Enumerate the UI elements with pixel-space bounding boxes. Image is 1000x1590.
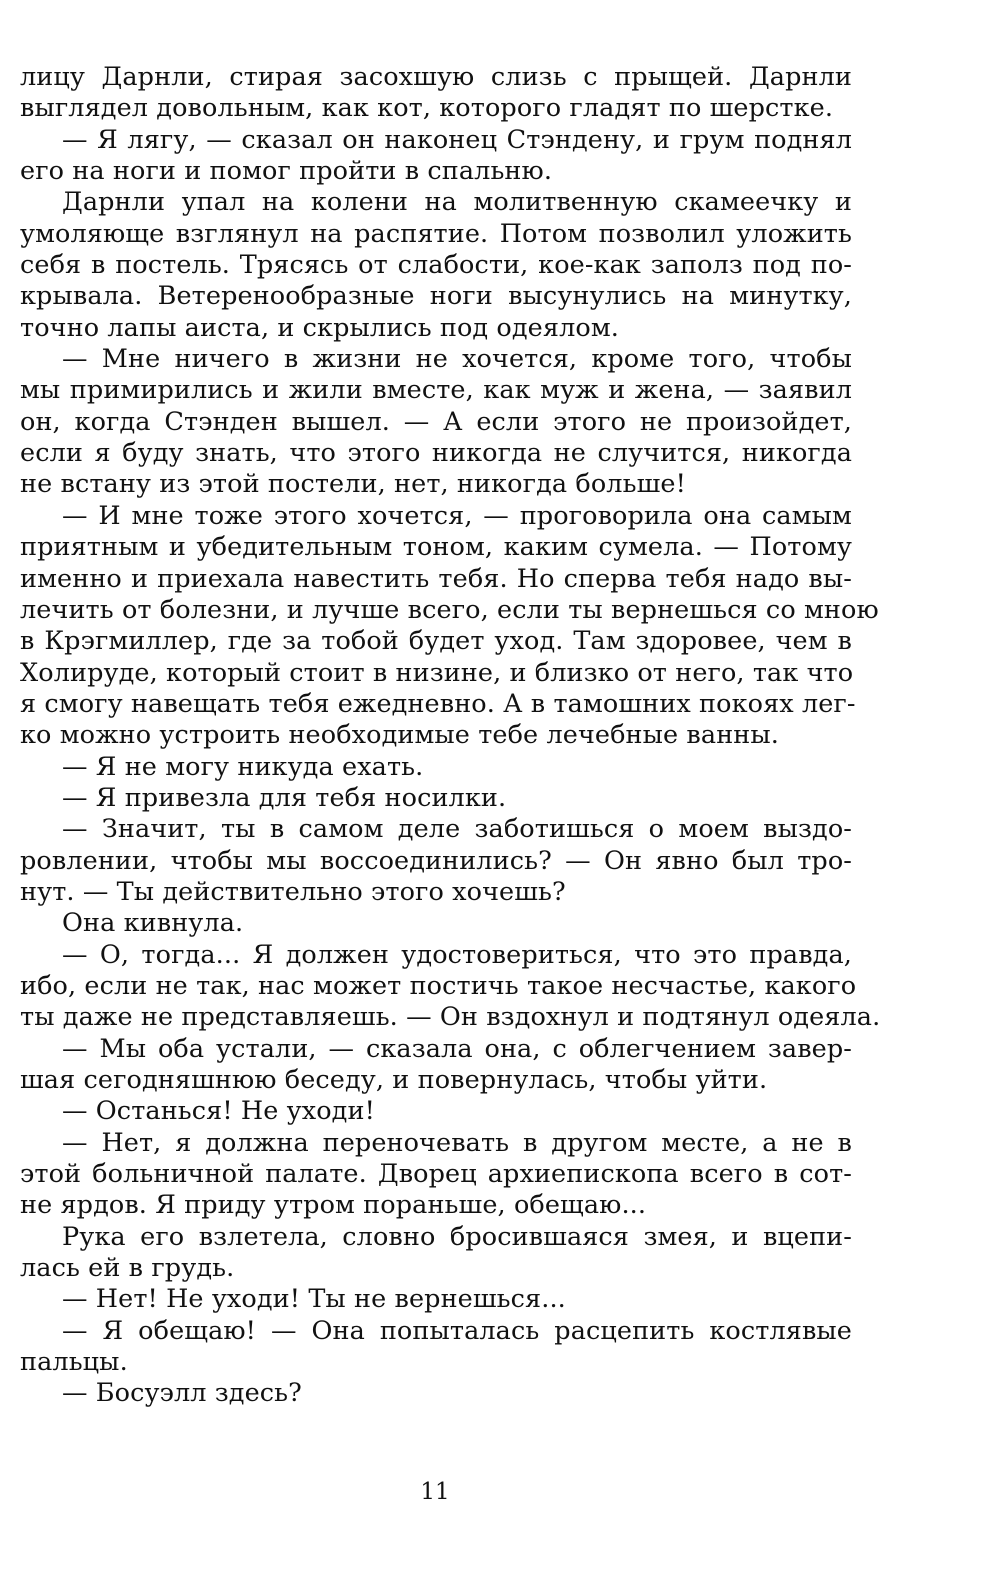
text-line: — Я лягу, — сказал он наконец Стэндену, и грум поднял (62, 124, 852, 155)
text-line: — И мне тоже этого хочется, — проговорила она самым (62, 500, 852, 531)
text-line: — Останься! Не уходи! (62, 1096, 375, 1127)
text-line: лечить от болезни, и лучше всего, если ты вернешься со мною (20, 594, 879, 625)
text-line: крывала. Ветеренообразные ноги высунулись на минутку, (20, 281, 852, 312)
text-line: точно лапы аиста, и скрылись под одеялом. (20, 312, 619, 343)
text-line: — О, тогда... Я должен удостовериться, что это правда, (62, 939, 852, 970)
text-line: этой больничной палате. Дворец архиепископа всего в сот- (20, 1159, 852, 1190)
text-line: Дарнли упал на колени на молитвенную скамеечку и (62, 187, 852, 218)
text-line: Холируде, который стоит в низине, и близко от него, так что (20, 657, 854, 688)
text-line: не ярдов. Я приду утром пораньше, обещаю... (20, 1190, 647, 1221)
text-line: выглядел довольным, как кот, которого гладят по шерстке. (20, 93, 834, 124)
text-line: — Я обещаю! — Она попыталась расцепить костлявые (62, 1315, 852, 1346)
text-line: — Значит, ты в самом деле заботишься о моем выздо- (62, 814, 852, 845)
text-line: — Босуэлл здесь? (62, 1378, 302, 1409)
text-line: ты даже не представляешь. — Он вздохнул и подтянул одеяла. (20, 1002, 881, 1033)
text-line: Она кивнула. (62, 908, 244, 939)
text-line: — Я не могу никуда ехать. (62, 751, 424, 782)
text-line: — Нет, я должна переночевать в другом месте, а не в (62, 1127, 852, 1158)
text-line: я смогу навещать тебя ежедневно. А в тамошних покоях лег- (20, 688, 856, 719)
text-line: ибо, если не так, нас может постичь такое несчастье, какого (20, 970, 857, 1001)
text-line: нут. — Ты действительно этого хочешь? (20, 876, 566, 907)
text-line: умоляюще взглянул на распятие. Потом позволил уложить (20, 218, 852, 249)
text-line: не встану из этой постели, нет, никогда больше! (20, 469, 686, 500)
text-line: лась ей в грудь. (20, 1253, 235, 1284)
text-line: ко можно устроить необходимые тебе лечебные ванны. (20, 720, 779, 751)
text-line: Рука его взлетела, словно бросившаяся змея, и вцепи- (62, 1221, 852, 1252)
text-line: шая сегодняшнюю беседу, и повернулась, чтобы уйти. (20, 1065, 768, 1095)
text-line: себя в постель. Трясясь от слабости, кое-как заполз под по- (20, 250, 852, 281)
text-line: его на ноги и помог пройти в спальню. (20, 156, 553, 187)
text-line: — Мне ничего в жизни не хочется, кроме того, чтобы (62, 344, 852, 375)
text-line: если я буду знать, что этого никогда не случится, никогда (20, 438, 852, 469)
text-line: именно и приехала навестить тебя. Но сперва тебя надо вы- (20, 563, 852, 594)
text-line: мы примирились и жили вместе, как муж и жена, — заявил (20, 375, 852, 406)
text-line: он, когда Стэнден вышел. — А если этого не произойдет, (20, 406, 852, 437)
text-line: — Я привезла для тебя носилки. (62, 782, 507, 813)
text-line: — Мы оба устали, — сказала она, с облегчением завер- (62, 1033, 852, 1064)
text-line: в Крэгмиллер, где за тобой будет уход. Там здоровее, чем в (20, 626, 852, 657)
text-line: приятным и убедительным тоном, каким сумела. — Потому (20, 532, 852, 563)
text-line: пальцы. (20, 1347, 128, 1378)
body-text (20, 62, 881, 1410)
text-line: лицу Дарнли, стирая засохшую слизь с прыщей. Дарнли (20, 62, 852, 92)
page-number: 11 (420, 1479, 450, 1505)
text-line: — Нет! Не уходи! Ты не вернешься... (62, 1284, 566, 1315)
text-line: ровлении, чтобы мы воссоединились? — Он явно был тро- (20, 845, 852, 876)
